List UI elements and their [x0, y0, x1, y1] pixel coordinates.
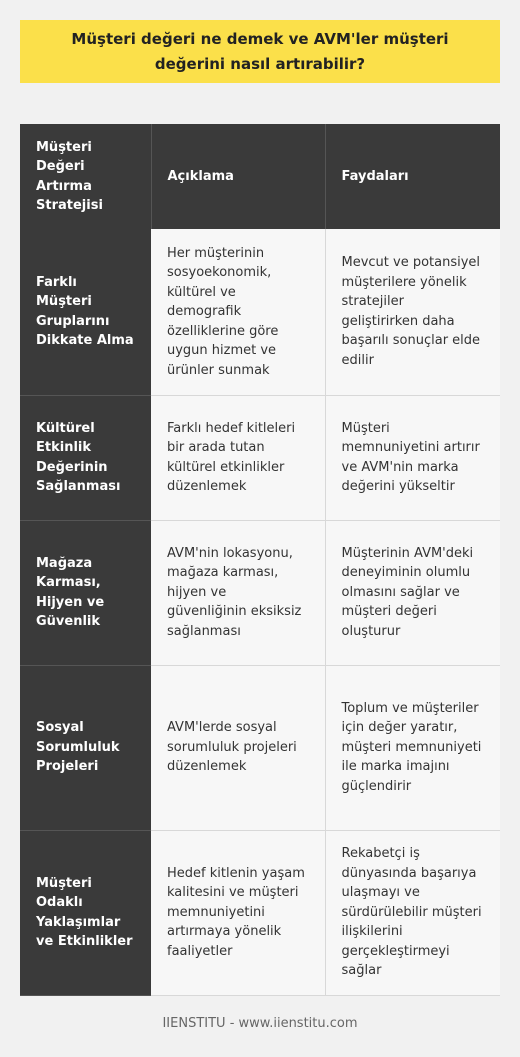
row-strategy: Farklı Müşteri Gruplarını Dikkate Alma [20, 229, 151, 395]
row-strategy: Kültürel Etkinlik Değerinin Sağlanması [20, 395, 151, 520]
row-strategy: Mağaza Karması, Hijyen ve Güvenlik [20, 520, 151, 665]
row-description: Farklı hedef kitleleri bir arada tutan kültürel etkinlikler düzenlemek [151, 395, 325, 520]
row-description: AVM'lerde sosyal sorumluluk projeleri düzenlemek [151, 665, 325, 830]
header-strategy: Müşteri Değeri Artırma Stratejisi [20, 124, 151, 229]
row-description: AVM'nin lokasyonu, mağaza karması, hijyen ve güvenliğinin eksiksiz sağlanması [151, 520, 325, 665]
header-description: Açıklama [151, 124, 325, 229]
footer-credit: IIENSTITU - www.iienstitu.com [162, 1016, 358, 1031]
table-row [20, 229, 500, 395]
table-row [20, 520, 500, 665]
row-benefits: Mevcut ve potansiyel müşterilere yönelik stratejiler geliştirirken daha başarılı sonuçlar elde edilir [325, 229, 500, 395]
table-header-row [20, 124, 500, 229]
strategy-table [20, 124, 500, 996]
title-banner [20, 20, 500, 83]
header-benefits: Faydaları [325, 124, 500, 229]
row-description: Her müşterinin sosyoekonomik, kültürel ve demografik özelliklerine göre uygun hizmet ve ürünler sunmak [151, 229, 325, 395]
row-description: Hedef kitlenin yaşam kalitesini ve müşteri memnuniyetini artırmaya yönelik faaliyetler [151, 830, 325, 995]
table-row [20, 665, 500, 830]
row-benefits: Toplum ve müşteriler için değer yaratır, müşteri memnuniyeti ile marka imajını güçlendirir [325, 665, 500, 830]
table-row [20, 830, 500, 995]
row-benefits: Rekabetçi iş dünyasında başarıya ulaşmayı ve sürdürülebilir müşteri ilişkilerini gerçekleştirmeyi sağlar [325, 830, 500, 995]
row-benefits: Müşterinin AVM'deki deneyiminin olumlu olmasını sağlar ve müşteri değeri oluşturur [325, 520, 500, 665]
row-strategy: Müşteri Odaklı Yaklaşımlar ve Etkinlikler [20, 830, 151, 995]
row-benefits: Müşteri memnuniyetini artırır ve AVM'nin marka değerini yükseltir [325, 395, 500, 520]
page-title: Müşteri değeri ne demek ve AVM'ler müşteri değerini nasıl artırabilir? [71, 29, 449, 73]
table-row [20, 395, 500, 520]
row-strategy: Sosyal Sorumluluk Projeleri [20, 665, 151, 830]
